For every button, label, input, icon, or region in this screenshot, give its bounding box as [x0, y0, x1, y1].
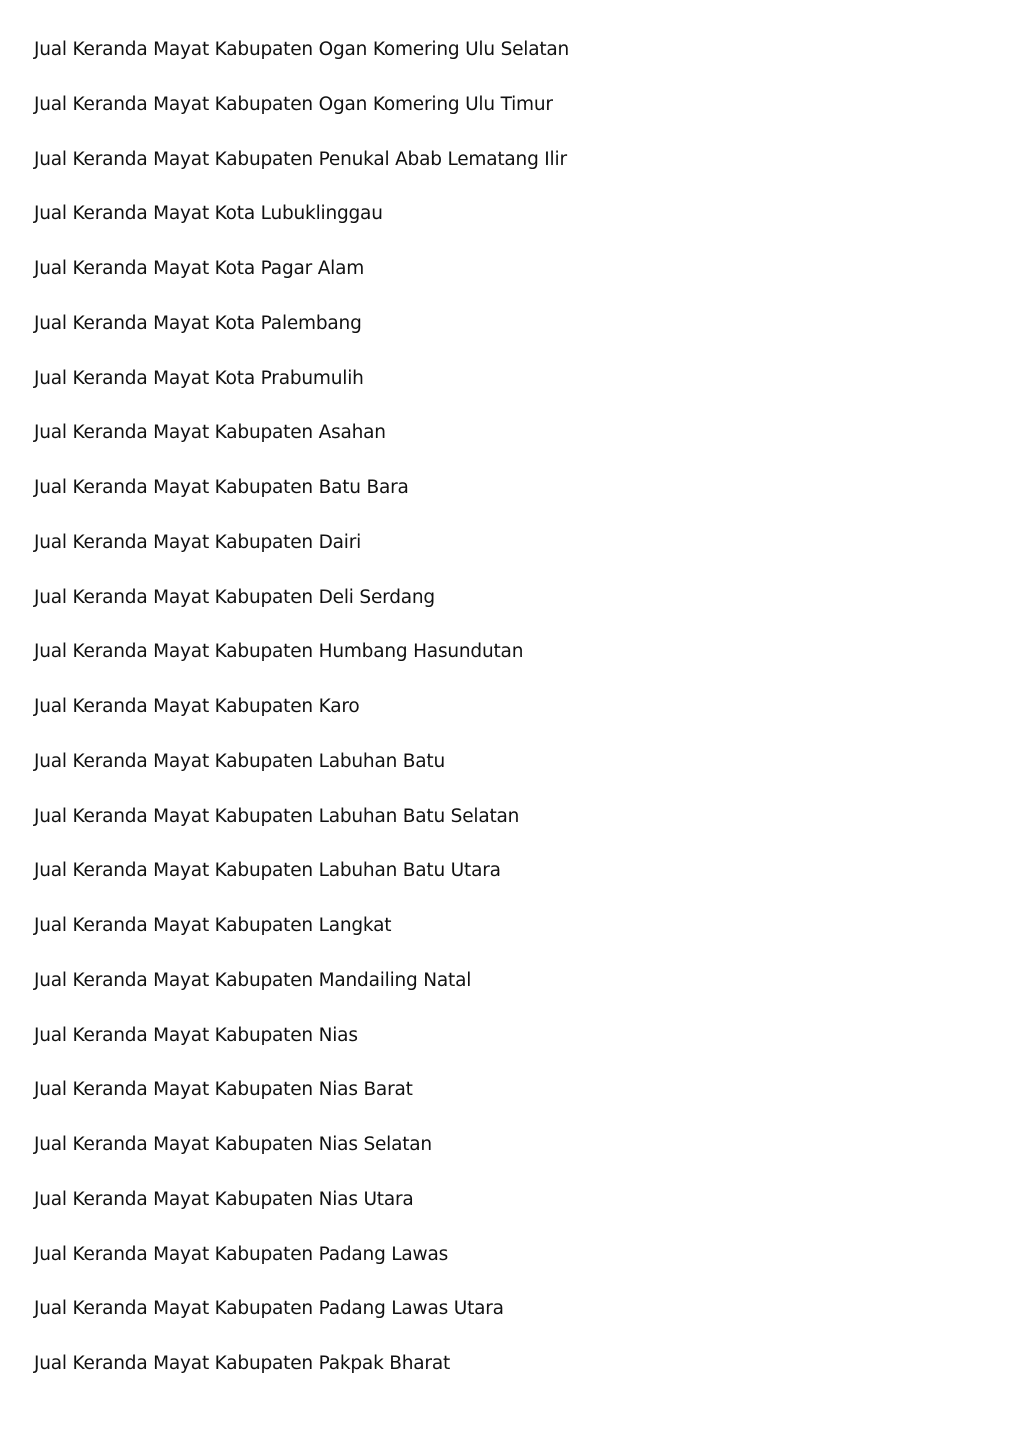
location-link[interactable]: Jual Keranda Mayat Kabupaten Padang Lawas Utara: [34, 1298, 504, 1320]
list-item: [34, 857, 994, 912]
list-item: [34, 200, 994, 255]
list-item: [34, 255, 994, 310]
list-item: [34, 1350, 994, 1405]
location-link[interactable]: Jual Keranda Mayat Kabupaten Karo: [34, 696, 360, 717]
location-link[interactable]: Jual Keranda Mayat Kabupaten Deli Serdang: [34, 586, 435, 608]
list-item: [34, 419, 994, 474]
list-item: [34, 1022, 994, 1077]
list-item: [34, 748, 994, 803]
list-item: [34, 803, 994, 858]
list-item: [34, 1131, 994, 1186]
location-link[interactable]: Jual Keranda Mayat Kabupaten Batu Bara: [34, 477, 409, 498]
location-link[interactable]: Jual Keranda Mayat Kabupaten Ogan Komering Ulu Timur: [34, 93, 553, 115]
location-link[interactable]: Jual Keranda Mayat Kabupaten Labuhan Batu Utara: [34, 860, 501, 882]
list-item: [34, 1076, 994, 1131]
list-item: [34, 474, 994, 529]
location-link[interactable]: Jual Keranda Mayat Kabupaten Langkat: [34, 915, 392, 936]
list-item: [34, 310, 994, 365]
location-link[interactable]: Jual Keranda Mayat Kabupaten Asahan: [34, 422, 386, 444]
location-link[interactable]: Jual Keranda Mayat Kabupaten Padang Lawas: [34, 1243, 449, 1265]
list-item: [34, 967, 994, 1022]
list-item: [34, 584, 994, 639]
location-link[interactable]: Jual Keranda Mayat Kota Pagar Alam: [34, 258, 365, 279]
list-item: [34, 146, 994, 201]
location-link[interactable]: Jual Keranda Mayat Kabupaten Labuhan Batu: [34, 750, 445, 772]
location-link[interactable]: Jual Keranda Mayat Kabupaten Ogan Komering Ulu Selatan: [34, 39, 570, 60]
list-item: [34, 36, 994, 91]
location-link[interactable]: Jual Keranda Mayat Kabupaten Penukal Abab Lematang Ilir: [34, 148, 567, 170]
location-link[interactable]: Jual Keranda Mayat Kabupaten Humbang Hasundutan: [34, 641, 524, 663]
list-item: [34, 529, 994, 584]
location-link[interactable]: Jual Keranda Mayat Kabupaten Mandailing Natal: [34, 969, 472, 991]
list-item: [34, 912, 994, 967]
list-item: [34, 638, 994, 693]
location-link[interactable]: Jual Keranda Mayat Kabupaten Nias Utara: [34, 1188, 414, 1210]
list-item: [34, 91, 994, 146]
location-link[interactable]: Jual Keranda Mayat Kabupaten Labuhan Batu Selatan: [34, 805, 520, 827]
location-link-list: [34, 36, 994, 1405]
list-item: [34, 1295, 994, 1350]
location-link[interactable]: Jual Keranda Mayat Kota Prabumulih: [34, 367, 364, 389]
list-item: [34, 1241, 994, 1296]
location-link[interactable]: Jual Keranda Mayat Kota Palembang: [34, 312, 362, 334]
list-item: [34, 693, 994, 748]
location-link[interactable]: Jual Keranda Mayat Kabupaten Nias: [34, 1024, 358, 1046]
location-link[interactable]: Jual Keranda Mayat Kabupaten Dairi: [34, 531, 362, 553]
list-item: [34, 365, 994, 420]
location-link[interactable]: Jual Keranda Mayat Kabupaten Nias Barat: [34, 1079, 413, 1101]
location-link[interactable]: Jual Keranda Mayat Kota Lubuklinggau: [34, 203, 383, 225]
location-link[interactable]: Jual Keranda Mayat Kabupaten Pakpak Bharat: [34, 1353, 451, 1374]
list-item: [34, 1186, 994, 1241]
location-link[interactable]: Jual Keranda Mayat Kabupaten Nias Selatan: [34, 1134, 432, 1155]
